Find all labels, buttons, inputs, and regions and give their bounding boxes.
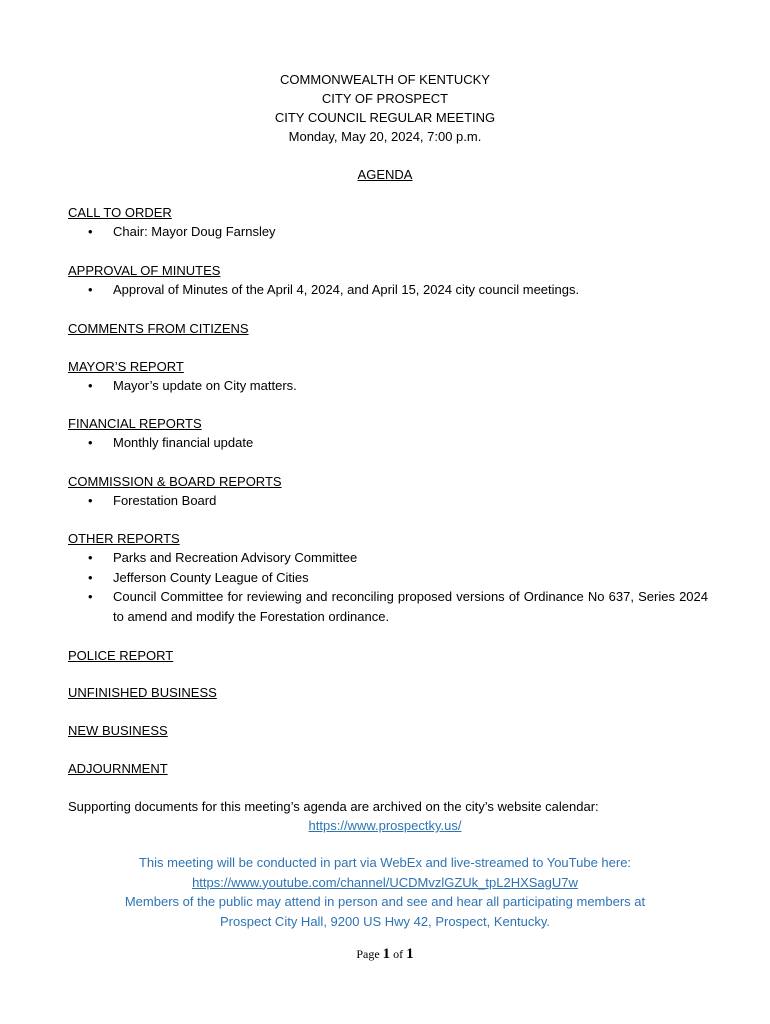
header-commonwealth: COMMONWEALTH OF KENTUCKY [280, 72, 490, 87]
section-financial-reports [68, 414, 708, 453]
section-comments-from-citizens [68, 319, 708, 338]
section-unfinished-business [68, 683, 708, 702]
of-word: of [393, 947, 404, 961]
bullet-list [68, 433, 708, 453]
section-approval-of-minutes [68, 261, 708, 300]
section-title: POLICE REPORT [68, 648, 174, 663]
section-title: UNFINISHED BUSINESS [68, 685, 217, 700]
section-title: COMMISSION & BOARD REPORTS [68, 474, 282, 489]
section-commission-board-reports [68, 472, 708, 511]
bullet-icon: • [88, 550, 93, 565]
header-city: CITY OF PROSPECT [321, 91, 449, 106]
bullet-icon: • [88, 569, 93, 585]
bullet-icon: • [88, 589, 93, 604]
section-title: COMMENTS FROM CITIZENS [68, 321, 249, 336]
list-item: • Approval of Minutes of the April 4, 2024, and April 15, 2024 city council meetings. [68, 280, 708, 300]
bullet-icon: • [88, 378, 93, 393]
notice-location-line: Prospect City Hall, 9200 US Hwy 42, Prospect, Kentucky. [220, 913, 550, 929]
section-police-report [68, 646, 708, 665]
list-item: • Jefferson County League of Cities [68, 568, 708, 588]
section-call-to-order [68, 203, 708, 242]
list-item: • Council Committee for reviewing and reconciling proposed versions of Ordinance No 637, Series 2024 to amend and modify the Forestation ordinance. [88, 589, 708, 624]
bullet-icon: • [88, 282, 93, 297]
list-item: • Monthly financial update [68, 433, 708, 453]
section-other-reports [68, 529, 708, 626]
section-mayors-report [68, 357, 708, 396]
notice-webex-line: This meeting will be conducted in part via WebEx and live-streamed to YouTube here: [138, 855, 632, 870]
agenda-title [0, 165, 770, 184]
section-title: MAYOR’S REPORT [68, 359, 184, 374]
bullet-list [68, 491, 708, 511]
section-title: NEW BUSINESS [68, 723, 168, 738]
section-title: ADJOURNMENT [68, 761, 168, 776]
bullet-list [68, 548, 708, 626]
agenda-title-text: AGENDA [357, 167, 413, 182]
notice-attendance-line: Members of the public may attend in person and see and hear all participating members at [124, 894, 646, 909]
city-website-link[interactable]: https://www.prospectky.us/ [308, 818, 462, 833]
supporting-documents-text: Supporting documents for this meeting’s agenda are archived on the city’s website calendar: [68, 799, 599, 814]
section-new-business [68, 721, 708, 740]
page-number: 1 [382, 946, 391, 962]
page-footer [0, 944, 770, 964]
document-header [0, 70, 770, 146]
list-item: • Forestation Board [68, 491, 708, 511]
section-title: CALL TO ORDER [68, 205, 172, 220]
bullet-icon: • [88, 435, 93, 450]
page-total: 1 [406, 946, 414, 962]
section-title: FINANCIAL REPORTS [68, 416, 202, 431]
bullet-icon: • [88, 493, 93, 508]
section-title: OTHER REPORTS [68, 531, 180, 546]
section-title: APPROVAL OF MINUTES [68, 263, 221, 278]
bullet-list [68, 280, 708, 300]
list-item: • Mayor’s update on City matters. [68, 376, 708, 396]
supporting-documents-link-row [0, 816, 770, 835]
bullet-icon: • [88, 224, 93, 239]
youtube-channel-link[interactable]: https://www.youtube.com/channel/UCDMvzlGZUk_tpL2HXSagU7w [192, 874, 578, 890]
header-meeting-type: CITY COUNCIL REGULAR MEETING [274, 110, 496, 125]
section-adjournment [68, 759, 708, 778]
notice-link-row [0, 873, 770, 893]
list-item: • Chair: Mayor Doug Farnsley [68, 222, 708, 242]
list-item: • Parks and Recreation Advisory Committee [68, 548, 708, 568]
bullet-list [68, 222, 708, 242]
page-word: Page [356, 947, 380, 961]
meeting-notice [0, 853, 770, 931]
bullet-list [68, 376, 708, 396]
header-date-time: Monday, May 20, 2024, 7:00 p.m. [288, 129, 482, 144]
